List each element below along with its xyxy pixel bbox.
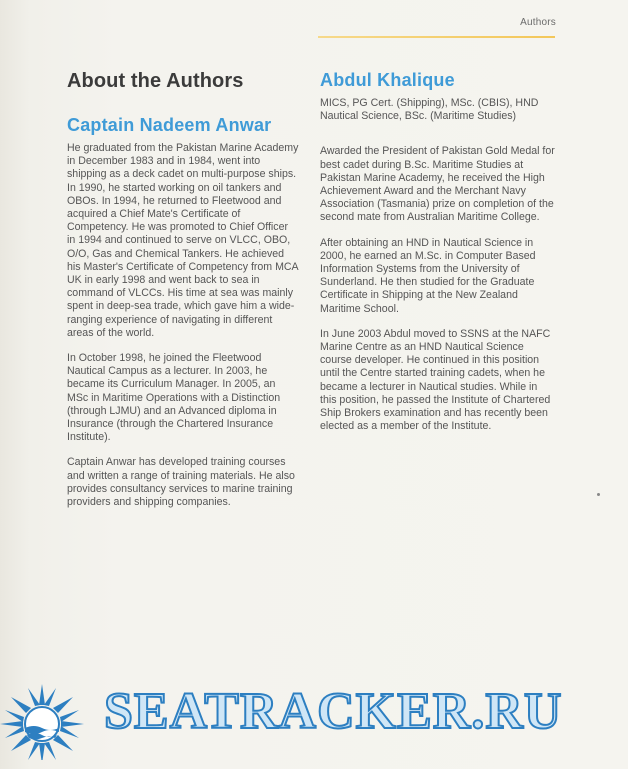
watermark-text: SEATRACKER.RU [104, 683, 563, 740]
header-rule [318, 36, 555, 38]
author-name-anwar: Captain Nadeem Anwar [67, 115, 272, 135]
left-column [67, 70, 299, 521]
right-column [320, 70, 556, 445]
bio-paragraph: Captain Anwar has developed training courses and written a range of training materials. He also provides consultancy services to marine training providers and shipping companies. [67, 456, 295, 509]
watermark [0, 680, 628, 760]
author-bio-khalique [320, 145, 556, 433]
bio-paragraph: After obtaining an HND in Nautical Science in 2000, he earned an M.Sc. in Computer Based Information Systems from the University of Sunderland. He then studied for the Graduate Certificate in Shipping at the New Zealand Maritime School. [320, 236, 536, 315]
author-credentials-khalique: MICS, PG Cert. (Shipping), MSc. (CBIS), HND Nautical Science, BSc. (Maritime Studies) [320, 97, 539, 123]
bio-paragraph: He graduated from the Pakistan Marine Academy in December 1983 and in 1984, went into shipping as a deck cadet on multi-purpose ships. In 1990, he started working on oil tankers and OBOs. In 1994, he returned to Fleetwood and acquired a Chief Mate's Certificate of Competency. He was promoted to Chief Officer in 1994 and continued to serve on VLCC, OBO, O/O, Gas and Chemical Tankers. He achieved his Master's Certificate of Competency from MCA UK in early 1998 and went back to sea in command of VLCCs. His time at sea was mainly spent in deep-sea trade, which gave him a wide-ranging experience of navigating in different areas of the world. [67, 142, 299, 339]
running-header: Authors [520, 17, 556, 28]
sun-burst-icon [0, 680, 110, 760]
print-speck [597, 493, 600, 496]
bio-paragraph: Awarded the President of Pakistan Gold Medal for best cadet during B.Sc. Maritime Studies at Pakistan Marine Academy, he received the High Achievement Award and the Merchant Navy Association (Tasmania) prize on completion of the second mate from Australian Maritime College. [320, 145, 555, 224]
bio-paragraph: In June 2003 Abdul moved to SSNS at the NAFC Marine Centre as an HND Nautical Science course developer. He continued in this position until the Centre started training cadets, when he became a lecturer in Nautical studies. While in this position, he passed the Institute of Chartered Ship Brokers examination and has recently been elected as a member of the Institute. [320, 327, 551, 433]
author-bio-anwar [67, 142, 299, 509]
author-name-khalique: Abdul Khalique [320, 70, 455, 90]
page-title: About the Authors [67, 70, 244, 92]
bio-paragraph: In October 1998, he joined the Fleetwood Nautical Campus as a lecturer. In 2003, he became its Curriculum Manager. In 2005, an MSc in Maritime Operations with a Distinction (through LJMU) and an Advanced diploma in Insurance (through the Chartered Insurance Institute). [67, 352, 281, 444]
